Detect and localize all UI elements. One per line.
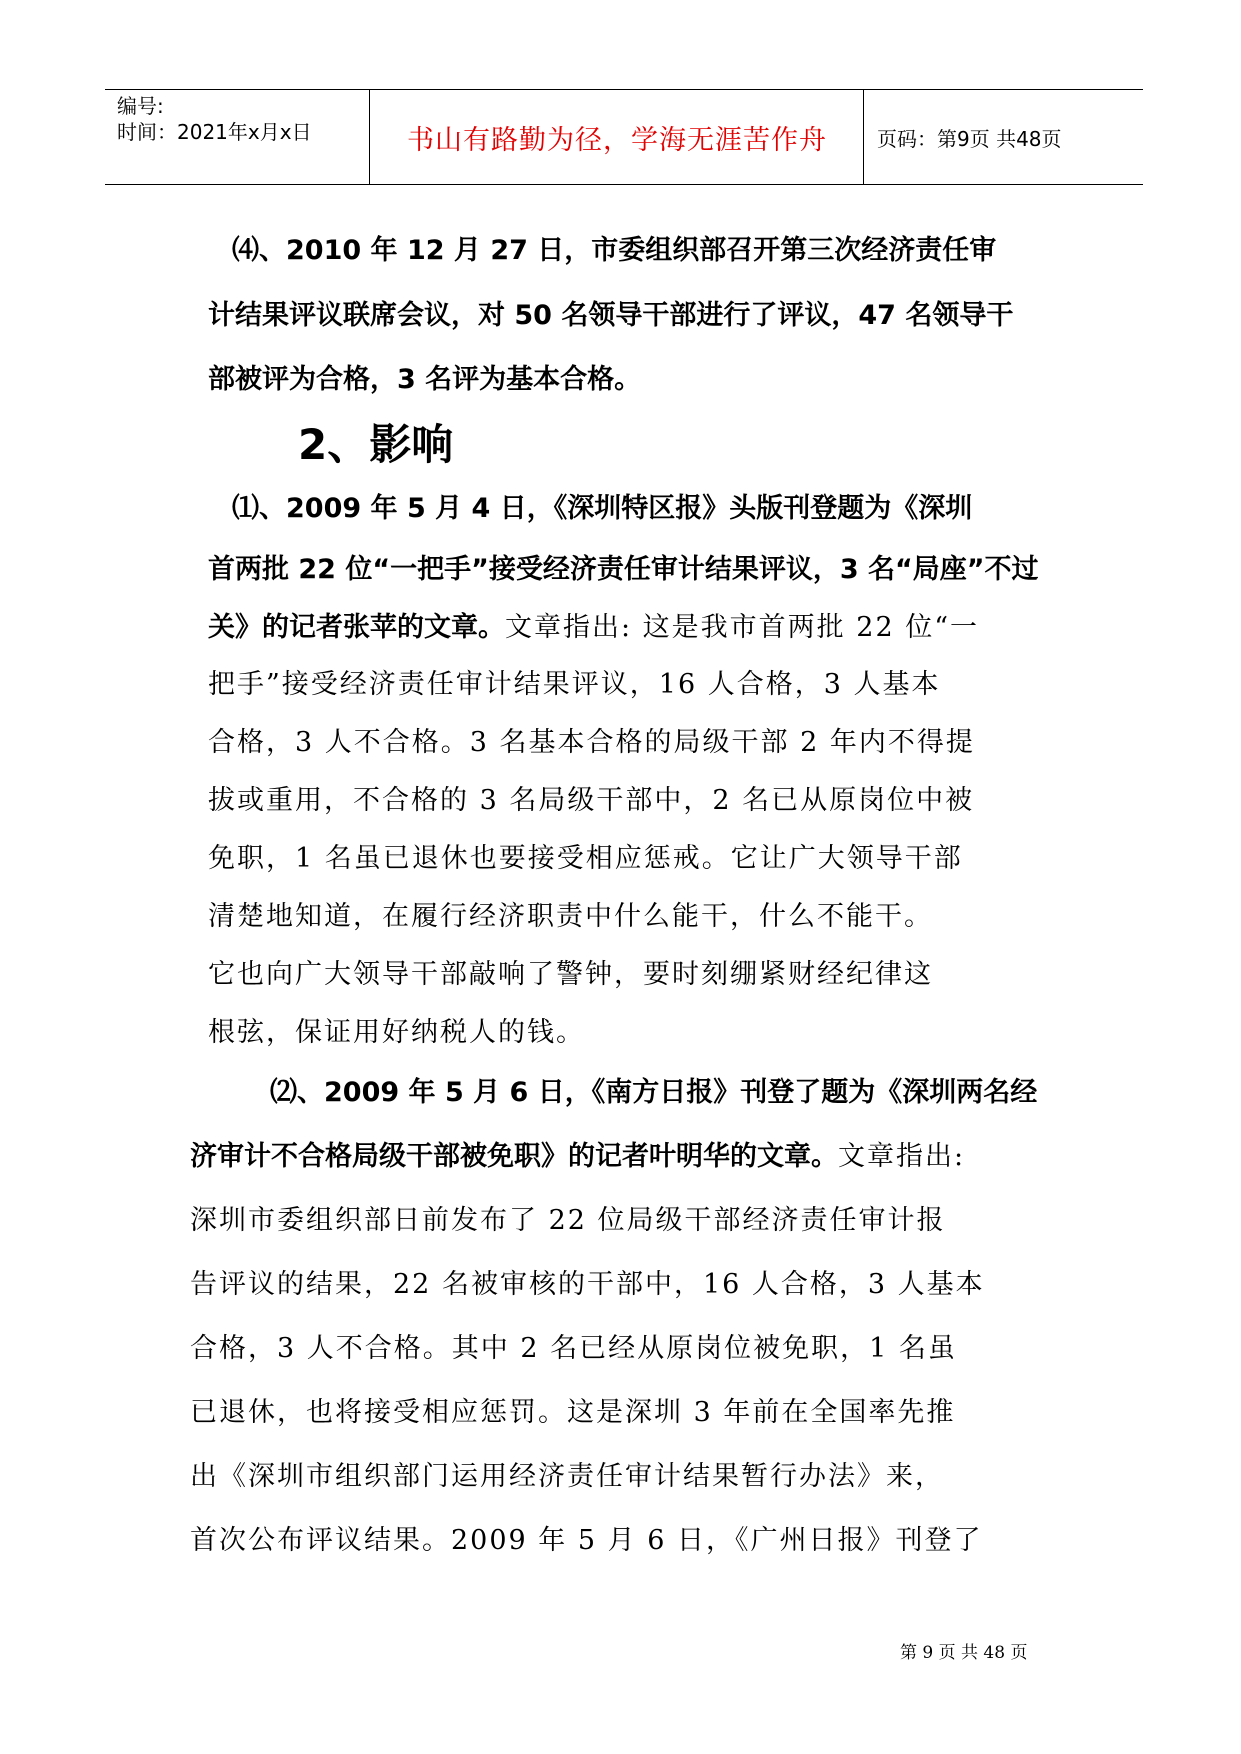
- para1-line-8: 清楚地知道，在履行经济职责中什么能干，什么不能干。: [208, 901, 933, 932]
- para2-line-4: 告评议的结果，22 名被审核的干部中，16 人合格，3 人基本: [190, 1269, 985, 1300]
- para1-line-6: 拔或重用，不合格的 3 名局级干部中，2 名已从原岗位中被: [208, 785, 975, 816]
- para4-line-1: ⑷、2010 年 12 月 27 日，市委组织部召开第三次经济责任审: [232, 235, 997, 266]
- para1-mixed-line: [208, 605, 979, 644]
- para2-bold-line-1: ⑵、2009 年 5 月 6 日，《南方日报》刊登了题为《深圳两名经: [270, 1077, 1038, 1108]
- para2-line-8: 首次公布评议结果。2009 年 5 月 6 日，《广州日报》刊登了: [190, 1525, 983, 1556]
- header-motto: 书山有路勤为径，学海无涯苦作舟: [407, 124, 827, 156]
- para1-line-9: 它也向广大领导干部敲响了警钟，要时刻绷紧财经纪律这: [208, 959, 933, 990]
- para2-line-3: 深圳市委组织部日前发布了 22 位局级干部经济责任审计报: [190, 1205, 946, 1236]
- para1-bold-line-1: ⑴、2009 年 5 月 4 日，《深圳特区报》头版刊登题为《深圳: [232, 493, 973, 524]
- para1-tail-text: 文章指出: 这是我市首两批 22 位“一: [505, 612, 980, 643]
- para4-line-3: 部被评为合格，3 名评为基本合格。: [208, 364, 642, 395]
- number-label: 编号:: [117, 94, 164, 118]
- header-right-cell: [865, 90, 1143, 184]
- page-code: 页码：第9页 共48页: [877, 126, 1062, 151]
- para2-tail-text: 文章指出:: [838, 1141, 966, 1172]
- para2-mixed-line: [190, 1134, 965, 1173]
- para2-line-5: 合格，3 人不合格。其中 2 名已经从原岗位被免职，1 名虽: [190, 1333, 957, 1364]
- para2-line-6: 已退休，也将接受相应惩罚。这是深圳 3 年前在全国率先推: [190, 1397, 956, 1428]
- para2-line-7: 出《深圳市组织部门运用经济责任审计结果暂行办法》来，: [190, 1461, 944, 1492]
- para4-line-2: 计结果评议联席会议，对 50 名领导干部进行了评议，47 名领导干: [208, 300, 1014, 331]
- document-header: [105, 89, 1143, 185]
- para1-line-10: 根弦，保证用好纳税人的钱。: [208, 1017, 585, 1048]
- header-middle-cell: [371, 90, 864, 184]
- para1-bold-tail: 关》的记者张苹的文章。: [208, 612, 505, 643]
- para1-line-5: 合格，3 人不合格。3 名基本合格的局级干部 2 年内不得提: [208, 727, 975, 758]
- section-heading: 2、影响: [298, 420, 454, 469]
- para1-bold-line-2: 首两批 22 位“一把手”接受经济责任审计结果评议，3 名“局座”不过: [208, 554, 1039, 585]
- para1-line-7: 免职，1 名虽已退休也要接受相应惩戒。它让广大领导干部: [208, 843, 963, 874]
- para2-bold-tail: 济审计不合格局级干部被免职》的记者叶明华的文章。: [190, 1141, 838, 1172]
- time-label: 时间：2021年x月x日: [117, 120, 312, 144]
- para1-line-4: 把手”接受经济责任审计结果评议，16 人合格，3 人基本: [208, 669, 941, 700]
- page-footer: 第 9 页 共 48 页: [900, 1643, 1028, 1663]
- header-left-cell: [105, 90, 370, 184]
